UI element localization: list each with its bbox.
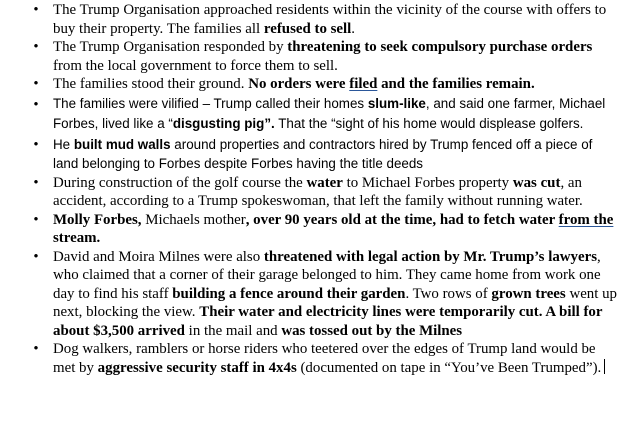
text-run: , an accident, according to a Trump spokeswoman, that left the family without running water. bbox=[53, 174, 583, 209]
bold-text-run: building a fence around their garden bbox=[172, 285, 406, 302]
text-run: went up next, blocking the view. bbox=[53, 285, 617, 320]
list-item bbox=[0, 75, 636, 94]
bold-text-run: aggressive security staff in 4x4s bbox=[97, 359, 297, 376]
list-item bbox=[0, 211, 636, 248]
bold-text-run: grown trees bbox=[491, 285, 566, 302]
text-run: from the local government to force them to sell. bbox=[53, 57, 338, 74]
text-run: in the mail and bbox=[184, 322, 282, 339]
bold-text-run: water bbox=[306, 174, 343, 191]
list-item bbox=[0, 248, 636, 341]
bullet-icon: • bbox=[33, 96, 39, 113]
bold-text-run: Molly Forbes, bbox=[53, 211, 142, 228]
bold-text-run: was tossed out by the Milnes bbox=[281, 322, 463, 339]
bold-text-run: refused to sell bbox=[263, 20, 352, 37]
bold-text-run: threatened with legal action by Mr. Trump’s lawyers bbox=[263, 248, 597, 265]
underlined-words-from-the[interactable]: from the bbox=[558, 211, 614, 228]
bold-text-run: was cut bbox=[512, 174, 561, 191]
text-run: The Trump Organisation responded by bbox=[53, 39, 288, 55]
text-run: Michaels mother bbox=[141, 211, 246, 228]
bullet-icon: • bbox=[33, 136, 39, 153]
list-item bbox=[0, 1, 636, 38]
bold-text-run: disgusting pig”. bbox=[172, 116, 275, 131]
bold-text-run: slum-like bbox=[367, 95, 426, 111]
text-run: He bbox=[53, 136, 74, 152]
text-run: Dog walkers, ramblers or horse riders who teetered over the edges of Trump land would be met by bbox=[53, 341, 596, 376]
bullet-icon: • bbox=[33, 174, 39, 191]
text-run: . Two rows of bbox=[405, 285, 492, 302]
underlined-word-filed[interactable]: filed bbox=[349, 76, 378, 92]
bold-text-run: built mud walls bbox=[73, 136, 171, 152]
bullet-icon: • bbox=[33, 39, 39, 55]
text-run: The families stood their ground. bbox=[53, 76, 249, 92]
text-cursor[interactable] bbox=[604, 359, 605, 374]
list-item bbox=[0, 38, 636, 75]
bullet-list bbox=[0, 1, 636, 377]
text-run: That the “sight of his home would displease golfers. bbox=[274, 116, 584, 131]
bullet-icon: • bbox=[33, 2, 39, 18]
text-run: around properties and contractors hired by Trump fenced off a piece of land belonging to Forbes despite Forbes having the title deeds bbox=[53, 136, 593, 171]
bold-text-run: stream. bbox=[53, 230, 101, 246]
bullet-icon: • bbox=[33, 341, 39, 357]
list-item bbox=[0, 94, 636, 135]
text-run: The families were vilified – Trump called their homes bbox=[53, 95, 368, 111]
list-item bbox=[0, 135, 636, 174]
bold-text-run: No orders were bbox=[248, 76, 350, 92]
text-run: to Michael Forbes property bbox=[342, 174, 513, 191]
text-run: , who claimed that a corner of their garage belonged to him. They came home from work one day to find his staff bbox=[53, 248, 601, 302]
text-run: (documented on tape in “You’ve Been Trumped”). bbox=[296, 359, 602, 376]
text-run: , and said one farmer, Michael Forbes, lived like a “ bbox=[53, 95, 606, 131]
bold-text-run: and the families remain. bbox=[377, 76, 535, 92]
text-run: During construction of the golf course the bbox=[53, 174, 307, 191]
bold-text-run: , over 90 years old at the time, had to fetch water bbox=[245, 211, 559, 228]
bold-text-run: threatening to seek compulsory purchase orders bbox=[287, 39, 593, 55]
text-run: David and Moira Milnes were also bbox=[53, 248, 264, 265]
bold-text-run: Their water and electricity lines were temporarily cut. A bill for about $3,500 arrived bbox=[53, 304, 603, 339]
list-item bbox=[0, 174, 636, 211]
bullet-icon: • bbox=[33, 211, 39, 228]
text-run: . bbox=[351, 20, 356, 37]
bullet-icon: • bbox=[33, 76, 39, 92]
bullet-icon: • bbox=[33, 248, 39, 265]
text-run: The Trump Organisation approached residents within the vicinity of the course with offers to buy their property. The families all bbox=[53, 2, 607, 37]
list-item bbox=[0, 340, 636, 377]
